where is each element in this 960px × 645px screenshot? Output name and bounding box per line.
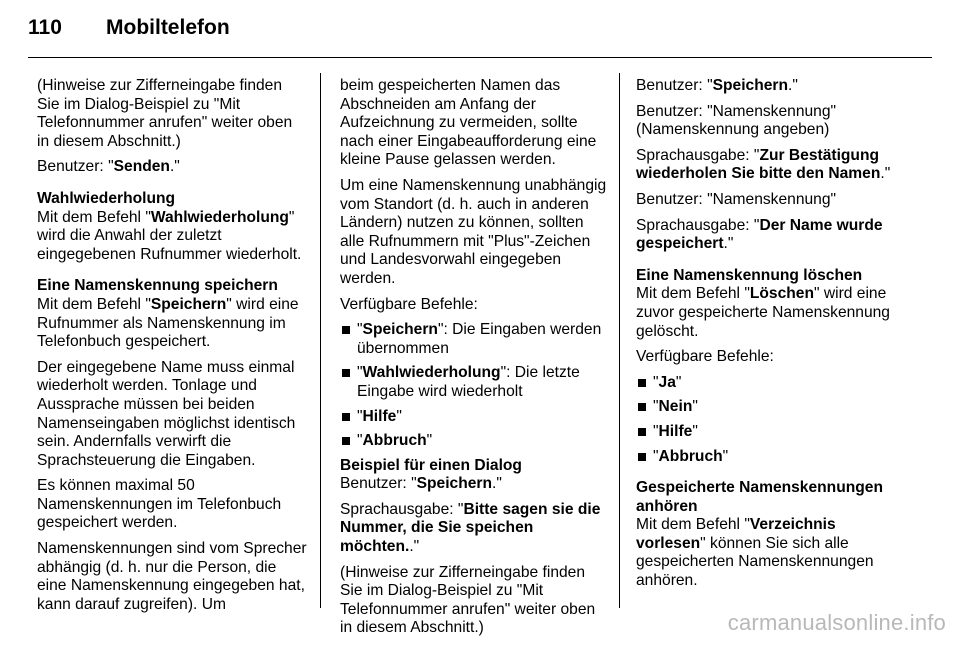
list-item: "Hilfe" (636, 423, 908, 442)
paragraph: Mit dem Befehl "Verzeichnis vorlesen" können Sie sich alle gespeicherten Namenskennungen anhören. (636, 516, 874, 590)
section-heading-save: Eine Namenskennung speichern (37, 277, 278, 295)
paragraph: Namenskennungen sind vom Sprecher abhängig (d. h. nur die Person, die eine Namenskennung eingegeben hat, kann darauf zugreifen). Um (37, 540, 307, 613)
paragraph: (Hinweise zur Zifferneingabe finden Sie im Dialog-Beispiel zu "Mit Telefonnummer anrufen" weiter oben in diesem Abschnitt.) (340, 563, 596, 637)
square-bullet-icon (638, 403, 646, 411)
square-bullet-icon (342, 437, 350, 445)
list-item: "Wahlwiederholung": Die letzte Eingabe wird wiederholt (340, 364, 608, 401)
column-1 (37, 77, 307, 621)
paragraph: Benutzer: "Speichern." (636, 77, 798, 94)
list-item: "Ja" (636, 374, 908, 393)
paragraph: Verfügbare Befehle: (636, 348, 774, 366)
section-heading-example: Beispiel für einen Dialog (340, 456, 522, 474)
paragraph: Benutzer: "Senden." (37, 158, 180, 176)
section-heading-delete: Eine Namenskennung löschen (636, 266, 863, 284)
paragraph: Es können maximal 50 Namenskennungen im Telefonbuch gespeichert werden. (37, 477, 282, 532)
paragraph: Verfügbare Befehle: (340, 295, 478, 313)
square-bullet-icon (342, 369, 350, 377)
square-bullet-icon (638, 428, 646, 436)
column-divider-2 (619, 73, 620, 608)
paragraph: Der eingegebene Name muss einmal wiederholt werden. Tonlage und Aussprache müssen bei beiden Namenseingaben möglichst identisch sein. Andernfalls verwirft die Sprachsteuerung die Eingaben. (37, 358, 296, 469)
column-3 (636, 77, 908, 598)
square-bullet-icon (638, 453, 646, 461)
paragraph: Benutzer: "Speichern." (340, 475, 502, 493)
paragraph: Mit dem Befehl "Wahlwiederholung" wird die Anwahl der zuletzt eingegebenen Rufnummer wiederholt. (37, 208, 302, 263)
list-item: "Abbruch" (340, 432, 608, 451)
paragraph: (Hinweise zur Zifferneingabe finden Sie im Dialog-Beispiel zu "Mit Telefonnummer anrufen" weiter oben in diesem Abschnitt.) (37, 77, 293, 150)
page-number: 110 (28, 16, 62, 39)
list-item: "Abbruch" (636, 448, 908, 467)
square-bullet-icon (342, 413, 350, 421)
page-header (28, 16, 230, 50)
page-title: Mobiltelefon (106, 16, 230, 39)
paragraph: Sprachausgabe: "Bitte sagen sie die Nummer, die Sie speichen möchten.." (340, 500, 601, 556)
list-item: "Speichern": Die Eingaben werden übernommen (340, 321, 608, 358)
header-rule (28, 57, 932, 58)
list-item: "Nein" (636, 398, 908, 417)
section-heading-listen: Gespeicherte Namenskennungen anhören (636, 479, 883, 515)
paragraph: Um eine Namenskennung unabhängig vom Standort (d. h. auch in anderen Ländern) nutzen zu können, sollten alle Rufnummern mit "Plus"-Zeichen und Landesvorwahl eingegeben werden. (340, 176, 607, 287)
paragraph: beim gespeicherten Namen das Abschneiden am Anfang der Aufzeichnung zu vermeiden, sollte nach einer Eingabeaufforderung eine kleine Pause gelassen werden. (340, 77, 597, 169)
section-heading-redial: Wahlwiederholung (37, 189, 176, 207)
column-2 (340, 77, 608, 645)
column-divider-1 (320, 73, 321, 608)
command-list (340, 321, 608, 451)
paragraph: Sprachausgabe: "Der Name wurde gespeichert." (636, 216, 883, 253)
square-bullet-icon (342, 326, 350, 334)
paragraph: Sprachausgabe: "Zur Bestätigung wiederholen Sie bitte den Namen." (636, 146, 891, 183)
paragraph: Benutzer: "Namenskennung" (Namenskennung angeben) (636, 102, 837, 139)
watermark: carmanualsonline.info (727, 610, 946, 635)
paragraph: Benutzer: "Namenskennung" (636, 190, 837, 208)
command-list (636, 374, 908, 466)
square-bullet-icon (638, 379, 646, 387)
paragraph: Mit dem Befehl "Löschen" wird eine zuvor gespeicherte Namenskennung gelöscht. (636, 285, 890, 340)
list-item: "Hilfe" (340, 408, 608, 427)
paragraph: Mit dem Befehl "Speichern" wird eine Rufnummer als Namenskennung im Telefonbuch gespeichert. (37, 295, 299, 351)
